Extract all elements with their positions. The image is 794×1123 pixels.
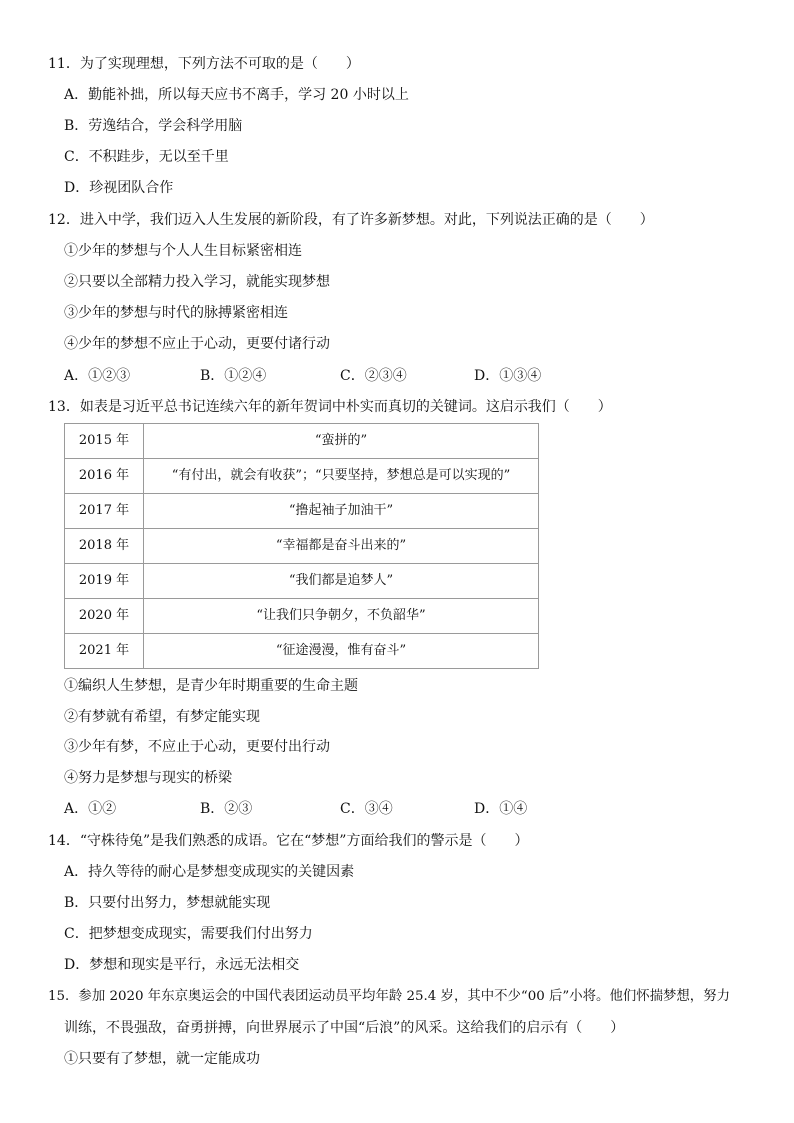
question-12-choice-d: D．①③④ bbox=[474, 368, 542, 384]
table-cell-year: 2020 年 bbox=[65, 599, 144, 634]
question-13-choice-b: B．②③ bbox=[200, 801, 253, 817]
question-14-option-b: B．只要付出努力，梦想就能实现 bbox=[64, 895, 271, 911]
question-11-stem: 11．为了实现理想，下列方法不可取的是（ ） bbox=[48, 56, 360, 72]
question-14-option-d: D．梦想和现实是平行，永远无法相交 bbox=[64, 957, 300, 973]
table-row bbox=[65, 459, 539, 494]
question-15-item-1: ①只要有了梦想，就一定能成功 bbox=[64, 1051, 260, 1067]
table-cell-year: 2017 年 bbox=[65, 494, 144, 529]
question-15-stem-line-1: 15．参加 2020 年东京奥运会的中国代表团运动员平均年龄 25.4 岁，其中不少“00 后”小将。他们怀揣梦想，努力 bbox=[48, 989, 730, 1004]
question-14-option-c: C．把梦想变成现实，需要我们付出努力 bbox=[64, 926, 313, 942]
keywords-table bbox=[64, 423, 539, 669]
table-cell-year: 2021 年 bbox=[65, 634, 144, 669]
question-11-option-d: D．珍视团队合作 bbox=[64, 180, 174, 196]
question-13-choice-c: C．③④ bbox=[340, 801, 393, 817]
table-cell-phrase: “征途漫漫，惟有奋斗” bbox=[144, 634, 539, 669]
question-13-item-1: ①编织人生梦想，是青少年时期重要的生命主题 bbox=[64, 678, 358, 694]
question-14-stem: 14．“守株待兔”是我们熟悉的成语。它在“梦想”方面给我们的警示是（ ） bbox=[48, 833, 529, 849]
table-cell-year: 2019 年 bbox=[65, 564, 144, 599]
table-cell-phrase: “有付出，就会有收获”；“只要坚持，梦想总是可以实现的” bbox=[144, 459, 539, 494]
question-12-item-3: ③少年的梦想与时代的脉搏紧密相连 bbox=[64, 305, 288, 321]
table-row bbox=[65, 599, 539, 634]
question-13-item-2: ②有梦就有希望，有梦定能实现 bbox=[64, 709, 260, 725]
question-13-stem: 13．如表是习近平总书记连续六年的新年贺词中朴实而真切的关键词。这启示我们（ ） bbox=[48, 399, 612, 415]
question-12-item-1: ①少年的梦想与个人人生目标紧密相连 bbox=[64, 243, 302, 259]
table-cell-phrase: “蛮拼的” bbox=[144, 424, 539, 459]
question-12-choices bbox=[64, 366, 584, 386]
table-cell-year: 2015 年 bbox=[65, 424, 144, 459]
question-12-item-2: ②只要以全部精力投入学习，就能实现梦想 bbox=[64, 274, 330, 290]
question-11-option-b: B．劳逸结合，学会科学用脑 bbox=[64, 118, 243, 134]
table-row bbox=[65, 424, 539, 459]
question-13-item-4: ④努力是梦想与现实的桥梁 bbox=[64, 770, 232, 786]
question-13-choices bbox=[64, 799, 584, 819]
question-12-choice-c: C．②③④ bbox=[340, 368, 407, 384]
question-12-choice-b: B．①②④ bbox=[200, 368, 267, 384]
table-cell-year: 2018 年 bbox=[65, 529, 144, 564]
question-11-option-c: C．不积跬步，无以至千里 bbox=[64, 149, 229, 165]
question-15-stem-line-2: 训练，不畏强敌，奋勇拼搏，向世界展示了中国“后浪”的风采。这给我们的启示有（ ） bbox=[64, 1020, 625, 1036]
table-cell-phrase: “撸起袖子加油干” bbox=[144, 494, 539, 529]
question-14-option-a: A．持久等待的耐心是梦想变成现实的关键因素 bbox=[64, 864, 355, 880]
table-row bbox=[65, 529, 539, 564]
table-row bbox=[65, 564, 539, 599]
question-13-item-3: ③少年有梦，不应止于心动，更要付出行动 bbox=[64, 739, 330, 755]
table-cell-phrase: “我们都是追梦人” bbox=[144, 564, 539, 599]
question-13-choice-a: A．①② bbox=[64, 801, 117, 817]
question-12-choice-a: A．①②③ bbox=[64, 368, 131, 384]
question-12-item-4: ④少年的梦想不应止于心动，更要付诸行动 bbox=[64, 336, 330, 352]
table-cell-year: 2016 年 bbox=[65, 459, 144, 494]
question-13-choice-d: D．①④ bbox=[474, 801, 528, 817]
table-row bbox=[65, 634, 539, 669]
table-row bbox=[65, 494, 539, 529]
table-cell-phrase: “让我们只争朝夕，不负韶华” bbox=[144, 599, 539, 634]
table-cell-phrase: “幸福都是奋斗出来的” bbox=[144, 529, 539, 564]
question-11-option-a: A．勤能补拙，所以每天应书不离手，学习 20 小时以上 bbox=[64, 87, 409, 103]
question-12-stem: 12．进入中学，我们迈入人生发展的新阶段，有了许多新梦想。对此，下列说法正确的是（ ） bbox=[48, 212, 654, 228]
